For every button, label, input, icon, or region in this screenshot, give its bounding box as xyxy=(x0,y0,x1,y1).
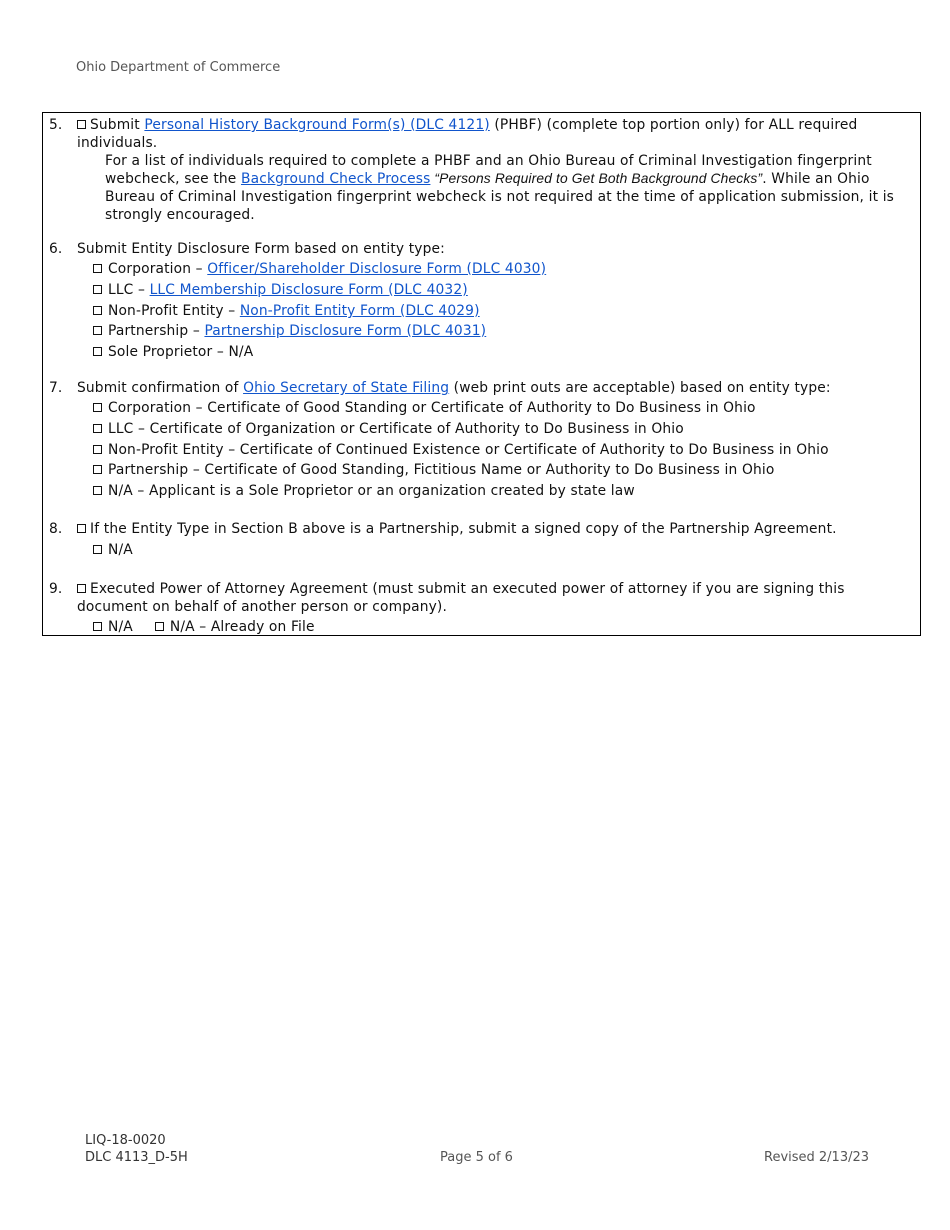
checkbox[interactable] xyxy=(93,622,102,631)
form-code: DLC 4113_D-5H xyxy=(85,1150,188,1165)
form-id: LIQ-18-0020 xyxy=(85,1133,166,1148)
option-row xyxy=(93,461,774,479)
option-label: Partnership – Certificate of Good Standing, Fictitious Name or Authority to Do Business in Ohio xyxy=(108,462,775,478)
item-text: Executed Power of Attorney Agreement (must submit an executed power of attorney if you are signing this document on behalf of another person or company). xyxy=(77,581,845,615)
page-number: Page 5 of 6 xyxy=(440,1150,513,1165)
option-row xyxy=(93,420,684,438)
department-header: Ohio Department of Commerce xyxy=(76,60,281,75)
option-row xyxy=(93,302,480,320)
non-profit-entity-form-link[interactable]: Non-Profit Entity Form (DLC 4029) xyxy=(239,303,480,319)
checkbox[interactable] xyxy=(93,285,102,294)
revised-date: Revised 2/13/23 xyxy=(764,1150,870,1165)
item-number: 8. xyxy=(49,521,63,537)
option-row xyxy=(93,618,315,636)
checkbox[interactable] xyxy=(155,622,164,631)
item-text: (PHBF) (complete top portion only) for ALL required individuals. xyxy=(77,117,858,151)
secretary-of-state-filing-link[interactable]: Ohio Secretary of State Filing xyxy=(243,380,450,396)
item-text: Submit confirmation of xyxy=(77,380,244,396)
item-number: 6. xyxy=(49,241,63,257)
option-row xyxy=(93,343,253,361)
paragraph-text: . While an Ohio Bureau of Criminal Investigation fingerprint webcheck is not required at the time of application submission, it is strongly encouraged. xyxy=(105,171,895,223)
officer-shareholder-form-link[interactable]: Officer/Shareholder Disclosure Form (DLC 4030) xyxy=(207,261,547,277)
item-body xyxy=(77,116,910,224)
checkbox-9[interactable] xyxy=(77,584,86,593)
checkbox[interactable] xyxy=(93,306,102,315)
paragraph-text: For a list of individuals required to complete a PHBF and an Ohio Bureau of Criminal Investigation fingerprint webcheck, see the xyxy=(105,153,872,187)
phbf-form-link[interactable]: Personal History Background Form(s) (DLC 4121) xyxy=(144,117,490,133)
checkbox[interactable] xyxy=(93,465,102,474)
item-text: Submit xyxy=(90,117,145,133)
option-row xyxy=(93,322,486,340)
checkbox[interactable] xyxy=(93,347,102,356)
option-label: Corporation – Certificate of Good Standing or Certificate of Authority to Do Business in Ohio xyxy=(108,400,756,416)
option-label: Corporation – xyxy=(108,261,208,277)
item-number: 5. xyxy=(49,117,63,133)
option-row xyxy=(93,399,756,417)
item-text: If the Entity Type in Section B above is a Partnership, submit a signed copy of the Partnership Agreement. xyxy=(90,521,837,537)
checkbox-8[interactable] xyxy=(77,524,86,533)
option-row xyxy=(93,541,133,559)
option-row xyxy=(93,482,635,500)
checkbox-5[interactable] xyxy=(77,120,86,129)
checkbox[interactable] xyxy=(93,445,102,454)
checkbox[interactable] xyxy=(93,264,102,273)
option-label: Non-Profit Entity – xyxy=(108,303,240,319)
background-check-process-link[interactable]: Background Check Process xyxy=(240,171,431,187)
option-label: N/A – Already on File xyxy=(169,619,315,635)
item-number: 9. xyxy=(49,581,63,597)
item-body xyxy=(77,580,910,616)
option-row xyxy=(93,441,829,459)
checkbox[interactable] xyxy=(93,403,102,412)
partnership-disclosure-form-link[interactable]: Partnership Disclosure Form (DLC 4031) xyxy=(204,323,487,339)
option-label: LLC – Certificate of Organization or Certificate of Authority to Do Business in Ohio xyxy=(108,421,684,437)
option-label: N/A xyxy=(108,619,133,635)
item-text: Submit Entity Disclosure Form based on entity type: xyxy=(77,241,445,257)
option-label: Sole Proprietor – N/A xyxy=(108,344,254,360)
checkbox[interactable] xyxy=(93,424,102,433)
checkbox[interactable] xyxy=(93,326,102,335)
item-text: (web print outs are acceptable) based on entity type: xyxy=(449,380,831,396)
checkbox[interactable] xyxy=(93,545,102,554)
item-body xyxy=(77,379,910,397)
checkbox[interactable] xyxy=(93,486,102,495)
requirements-box xyxy=(42,112,921,636)
option-label: Non-Profit Entity – Certificate of Continued Existence or Certificate of Authority to Do Business in Ohio xyxy=(108,442,829,458)
llc-membership-form-link[interactable]: LLC Membership Disclosure Form (DLC 4032) xyxy=(149,282,468,298)
background-check-paragraph xyxy=(105,152,910,224)
option-label: LLC – xyxy=(108,282,150,298)
item-number: 7. xyxy=(49,380,63,396)
quoted-title: “Persons Required to Get Both Background Checks” xyxy=(430,171,763,186)
option-label: N/A xyxy=(108,542,133,558)
option-row xyxy=(93,281,468,299)
option-row xyxy=(93,260,546,278)
item-body xyxy=(77,520,910,538)
option-label: Partnership – xyxy=(108,323,205,339)
option-label: N/A – Applicant is a Sole Proprietor or an organization created by state law xyxy=(108,483,635,499)
